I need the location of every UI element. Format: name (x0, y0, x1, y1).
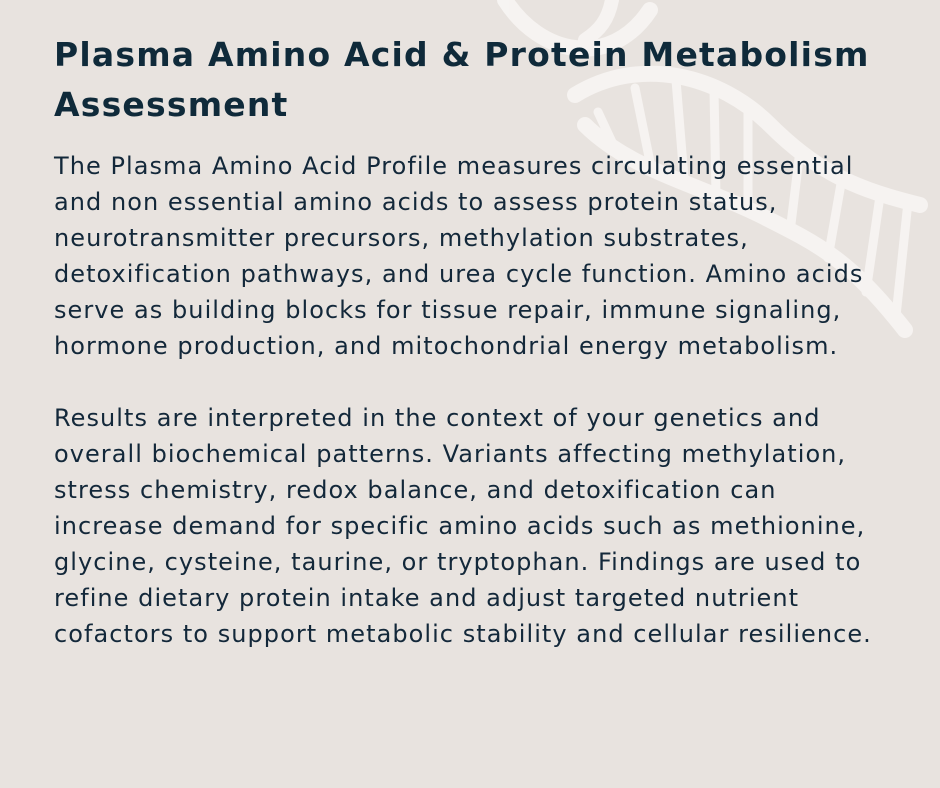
content-block (54, 30, 894, 652)
interpretation-paragraph: Results are interpreted in the context of your genetics and overall biochemical patterns. Variants affecting methylation, stress chemistry, redox balance, and detoxification can increase demand for specific amino acids such as methionine, glycine, cysteine, taurine, or tryptophan. Findings are used to refine dietary protein intake and adjust targeted nutrient cofactors to support metabolic stability and cellular resilience. (54, 404, 872, 648)
intro-paragraph: The Plasma Amino Acid Profile measures circulating essential and non essential amino acids to assess protein status, neurotransmitter precursors, methylation substrates, detoxification pathways, and urea cycle function. Amino acids serve as building blocks for tissue repair, immune signaling, hormone production, and mitochondrial energy metabolism. (54, 152, 864, 360)
page-title: Plasma Amino Acid & Protein Metabolism Assessment (54, 35, 870, 124)
